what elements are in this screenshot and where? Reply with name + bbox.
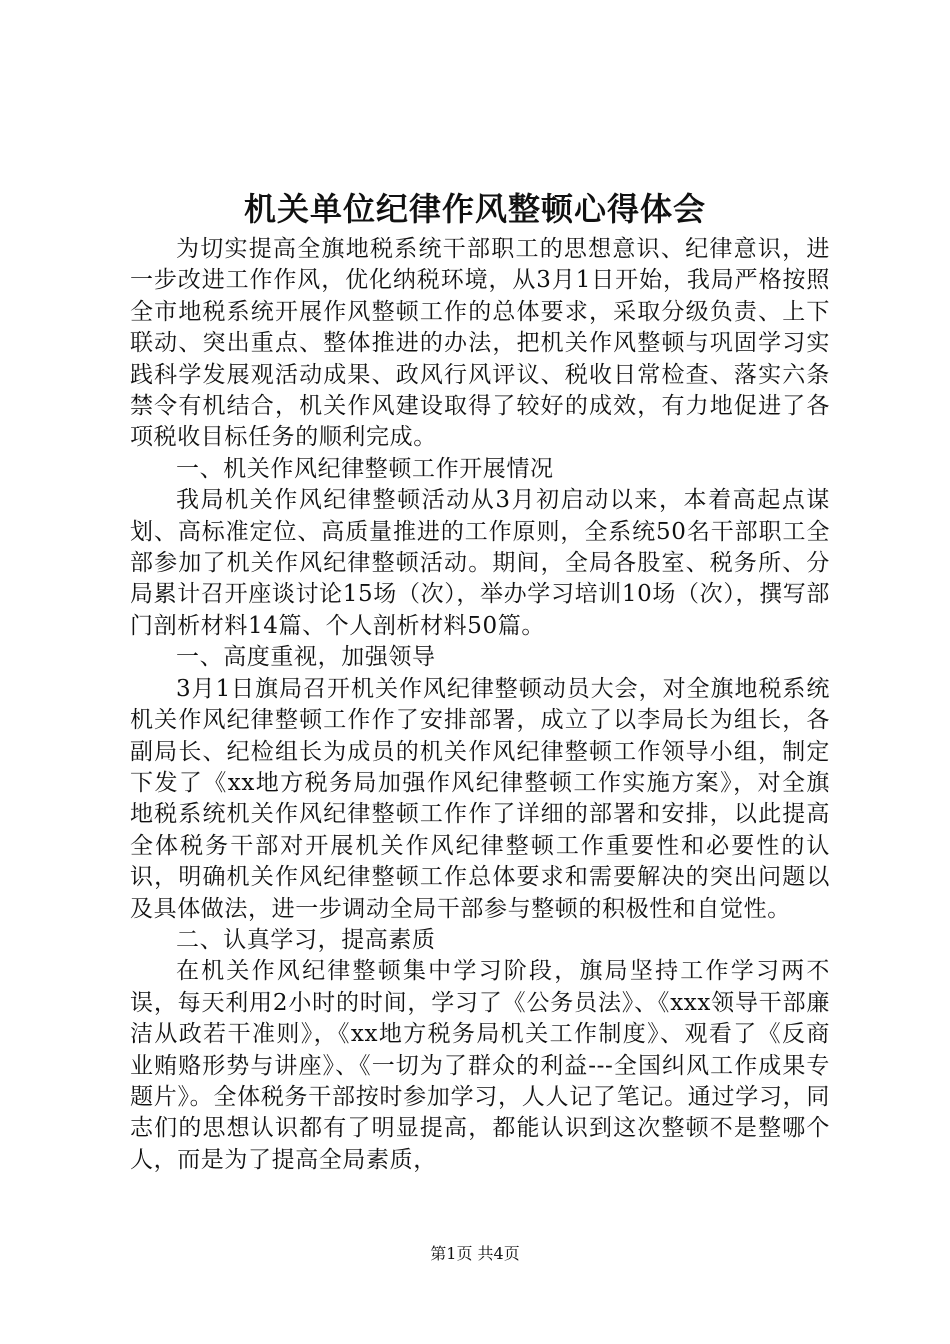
paragraph: 我局机关作风纪律整顿活动从3月初启动以来，本着高起点谋划、高标准定位、高质量推进的工作原则，全系统50名干部职工全部参加了机关作风纪律整顿活动。期间，全局各股室、税务所、分局累计召开座谈讨论15场（次），举办学习培训10场（次），撰写部门剖析材料14篇、个人剖析材料50篇。 <box>130 487 830 639</box>
document-title: 机关单位纪律作风整顿心得体会 <box>243 190 706 228</box>
section-heading: 二、认真学习，提高素质 <box>176 926 436 953</box>
paragraph: 在机关作风纪律整顿集中学习阶段，旗局坚持工作学习两不误，每天利用2小时的时间，学习了《公务员法》、《xxx领导干部廉洁从政若干准则》，《xx地方税务局机关工作制度》、观看了《反商业贿赂形势与讲座》、《一切为了群众的利益---全国纠风工作成果专题片》。全体税务干部按时参加学习，人人记了笔记。通过学习，同志们的思想认识都有了明显提高，都能认识到这次整顿不是整哪个人，而是为了提高全局素质， <box>130 958 830 1173</box>
section-heading: 一、机关作风纪律整顿工作开展情况 <box>176 455 554 482</box>
section-heading: 一、高度重视，加强领导 <box>176 644 436 671</box>
paragraph-intro: 为切实提高全旗地税系统干部职工的思想意识、纪律意识，进一步改进工作作风，优化纳税环境，从3月1日开始，我局严格按照全市地税系统开展作风整顿工作的总体要求，采取分级负责、上下联动、突出重点、整体推进的办法，把机关作风整顿与巩固学习实践科学发展观活动成果、政风行风评议、税收日常检查、落实六条禁令有机结合，机关作风建设取得了较好的成效，有力地促进了各项税收目标任务的顺利完成。 <box>130 236 830 451</box>
page-number-footer: 第1页 共4页 <box>430 1244 520 1263</box>
document-body <box>130 234 830 1176</box>
paragraph: 3月1日旗局召开机关作风纪律整顿动员大会，对全旗地税系统机关作风纪律整顿工作作了安排部署，成立了以李局长为组长，各副局长、纪检组长为成员的机关作风纪律整顿工作领导小组，制定下发了《xx地方税务局加强作风纪律整顿工作实施方案》，对全旗地税系统机关作风纪律整顿工作作了详细的部署和安排，以此提高全体税务干部对开展机关作风纪律整顿工作重要性和必要性的认识，明确机关作风纪律整顿工作总体要求和需要解决的突出问题以及具体做法，进一步调动全局干部参与整顿的积极性和自觉性。 <box>130 675 830 922</box>
